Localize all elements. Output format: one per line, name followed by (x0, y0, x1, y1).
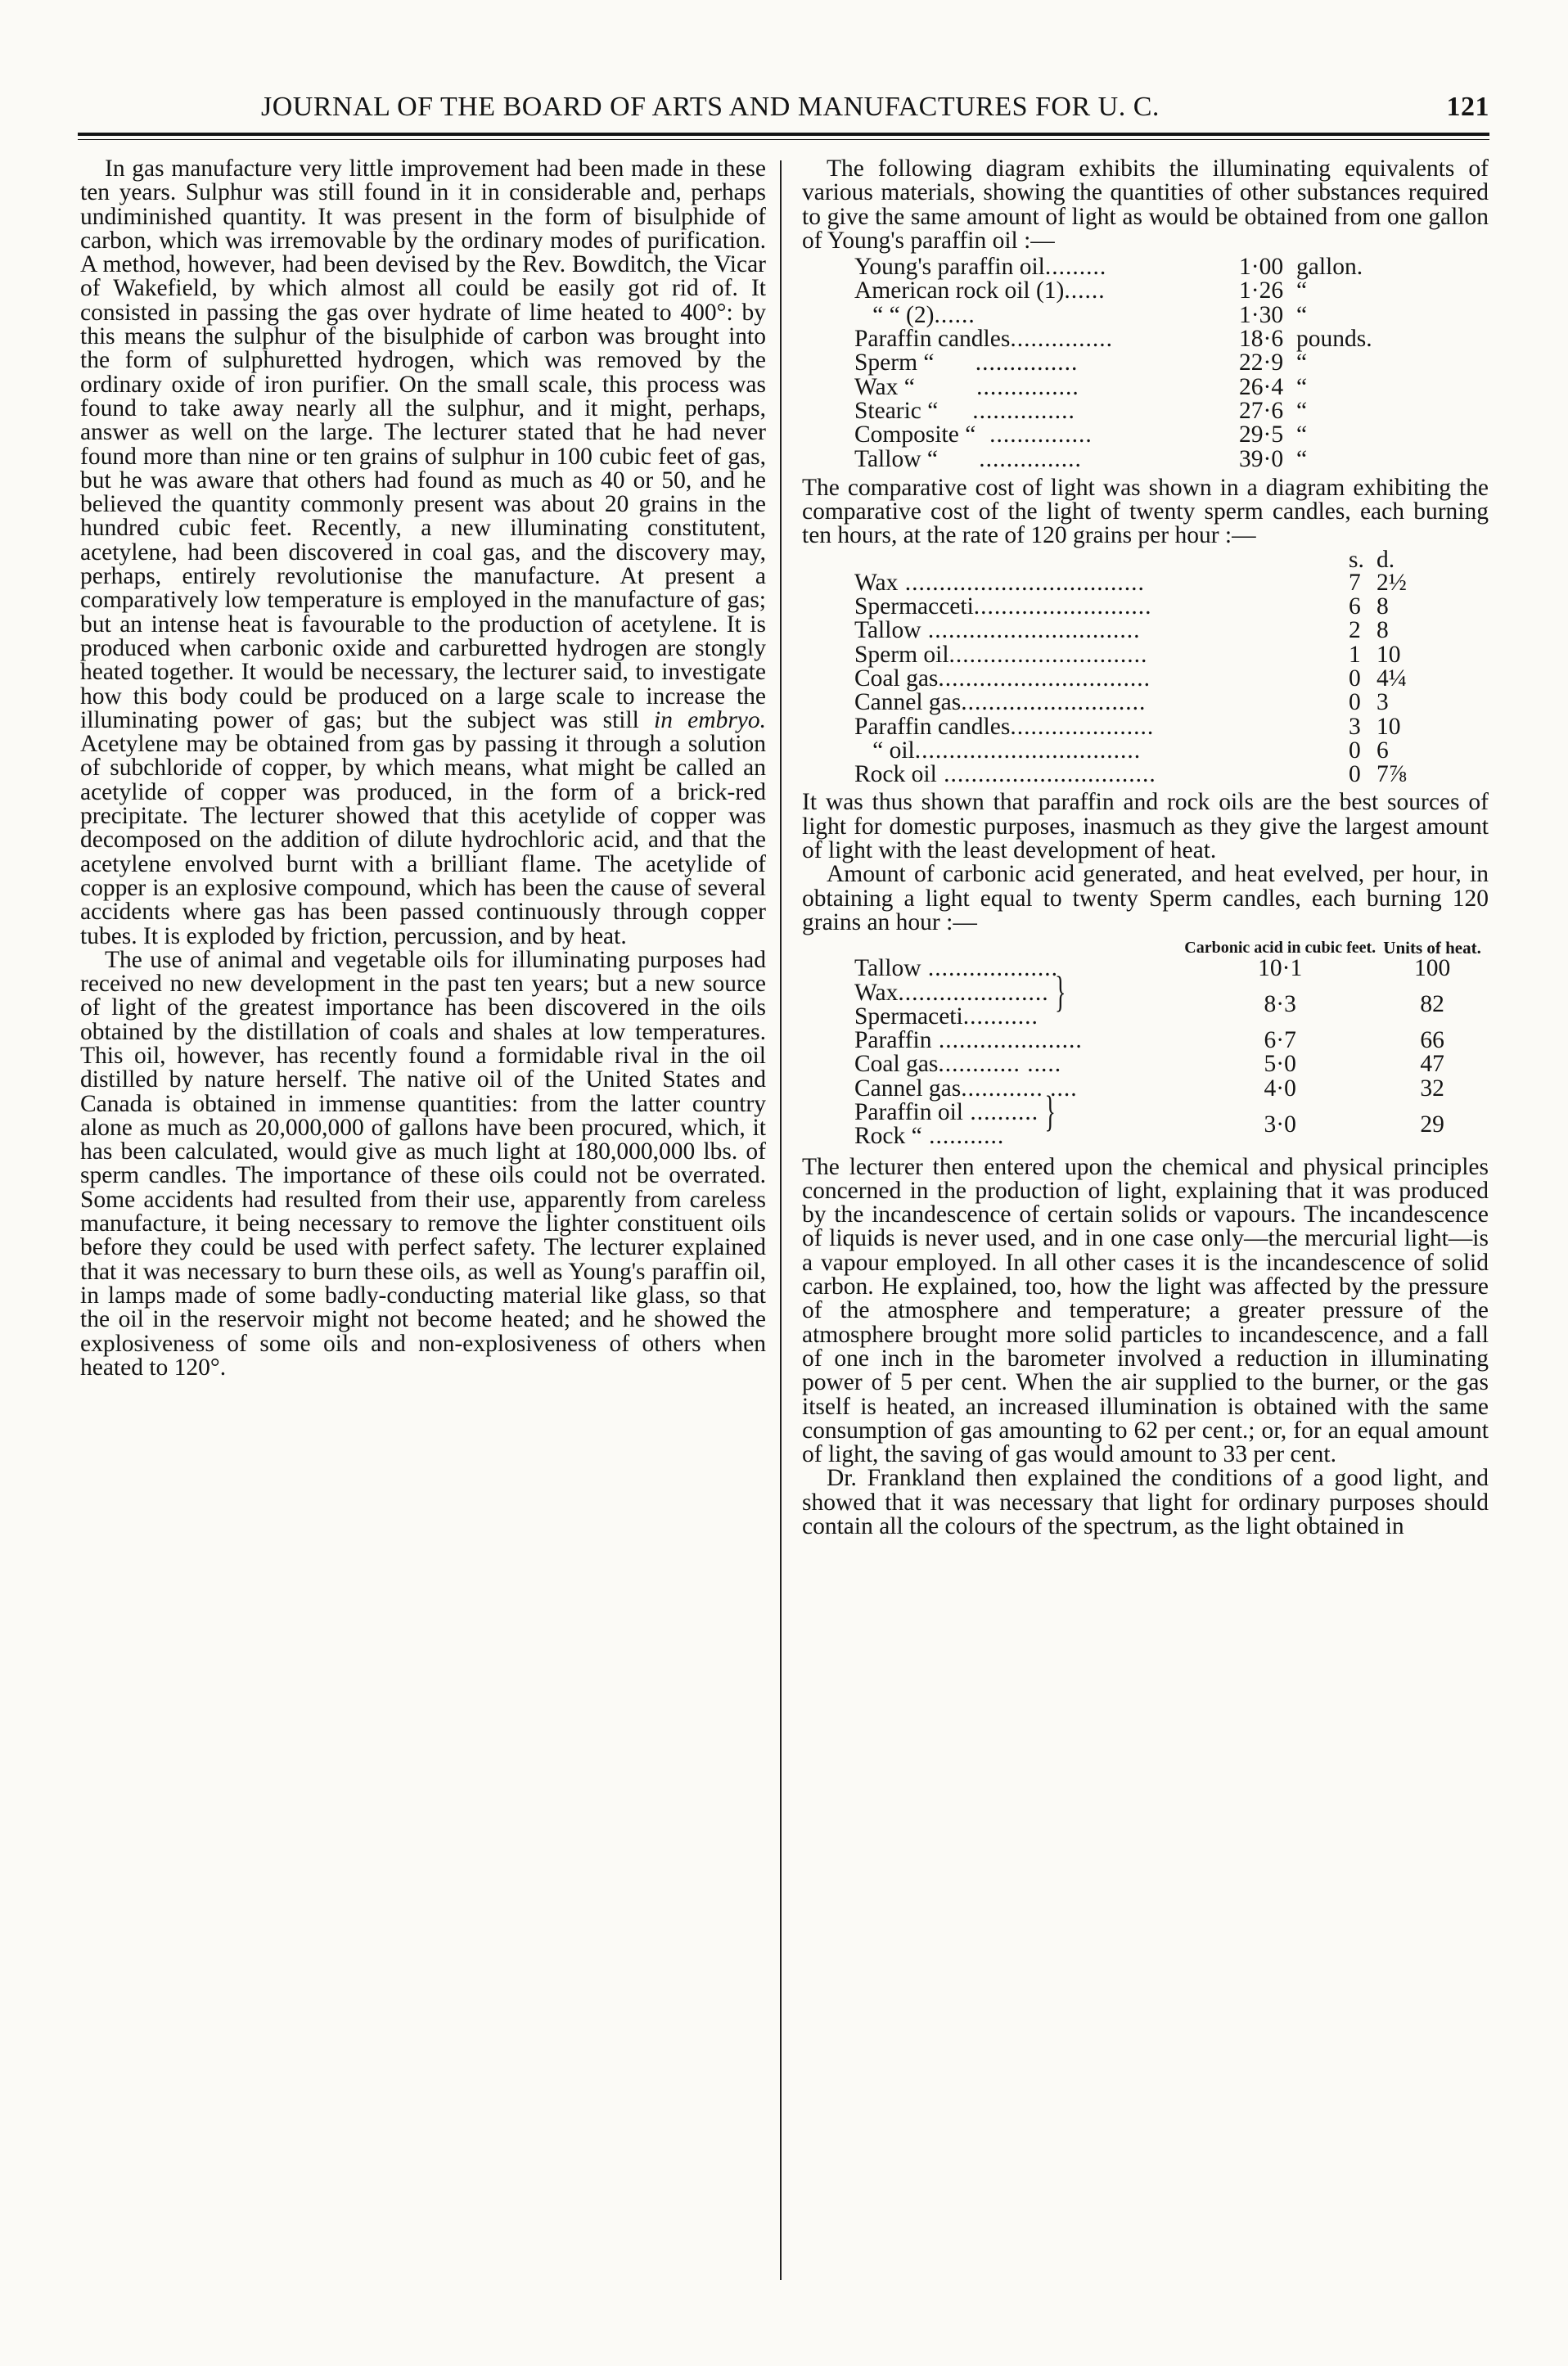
row-shillings: 0 (1349, 761, 1361, 788)
paragraph-carbonic-acid-intro: Amount of carbonic acid generated, and heat evelved, per hour, in obtaining a light equal to twenty Sperm candles, each burning 120 grains an hour :— (802, 861, 1489, 935)
row-label: “ “ (2) (872, 301, 935, 328)
row-label-2: Rock “ (854, 1123, 922, 1150)
row-value: 22·9 (1239, 349, 1284, 376)
table-row: Tallow “ ............... 39·0 “ (854, 448, 1372, 471)
row-value: 39·0 (1239, 445, 1284, 472)
row-pence: 3 (1377, 689, 1389, 716)
table-row: American rock oil (1)...... 1·26 “ (854, 279, 1372, 303)
illuminating-equivalents-table (854, 255, 1372, 471)
header-rule-thin (78, 139, 1489, 140)
table-row: Paraffin candles..................... 3 10 (854, 715, 1416, 739)
row-heat: 82 (1420, 991, 1444, 1018)
row-label: Paraffin candles (854, 326, 1011, 353)
table-header-row (854, 548, 1416, 571)
table-row: Spermacceti.......................... 6 8 (854, 595, 1416, 619)
row-pence: 2½ (1377, 569, 1407, 596)
table-row: “ “ (2)...... 1·30 “ (854, 304, 1372, 327)
row-label: American rock oil (1) (854, 277, 1065, 304)
row-label: Tallow (854, 617, 921, 644)
row-value: 29·5 (1239, 421, 1284, 448)
shillings-header: s. (1349, 546, 1364, 573)
row-co2: 8·3 (1264, 991, 1296, 1018)
row-label: Tallow (854, 955, 921, 982)
table-row: Tallow ................... 10·1 100 (854, 957, 1489, 980)
row-label: Young's paraffin oil (854, 254, 1045, 281)
row-shillings: 0 (1349, 737, 1361, 764)
table-row: Coal gas............................... 0 4¼ (854, 667, 1416, 691)
row-heat: 32 (1420, 1075, 1444, 1102)
table-row: Tallow ............................... 2 8 (854, 619, 1416, 642)
row-unit: “ (1296, 373, 1308, 400)
table-row: Sperm oil............................. 1 10 (854, 643, 1416, 667)
row-heat: 29 (1420, 1111, 1444, 1138)
table-header-row (854, 940, 1489, 957)
row-label: Coal gas (854, 1051, 939, 1078)
table-row: Wax ................................... 7 2½ (854, 571, 1416, 595)
paragraph-frankland: Dr. Frankland then explained the conditions of a good light, and showed that it was necessary that light for ordinary purposes should contain all the colours of the spectrum, as the light obtained in (802, 1465, 1489, 1540)
row-pence: 4¼ (1377, 665, 1407, 692)
page-header (78, 92, 1489, 131)
row-co2: 4·0 (1264, 1075, 1296, 1102)
table-row: Composite “ ............... 29·5 “ (854, 423, 1372, 447)
row-label: Wax (854, 979, 899, 1006)
paragraph-cost-intro: The comparative cost of light was shown in a diagram exhibiting the comparative cost of the light of twenty sperm candles, each burning ten hours, at the rate of 120 grains per hour :— (802, 474, 1489, 549)
row-shillings: 0 (1349, 665, 1361, 692)
row-unit: “ (1296, 421, 1308, 448)
row-shillings: 0 (1349, 689, 1361, 716)
row-label: Tallow “ (854, 445, 938, 472)
row-label: Composite “ (854, 421, 976, 448)
row-label: Cannel gas (854, 689, 962, 716)
paragraph-text: Acetylene may be obtained from gas by passing it through a solution of subchloride of copper, by which means, what might be called an acetylide of copper was produced, in the form of a brick-red precipitate. The lecturer showed that this acetylide of copper was decomposed on the addition of dilute hydrochloric acid, and that the acetylene envolved burnt with a brilliant flame. The acetylide of copper is an explosive compound, which has been the cause of several accidents where gas has been passed continuously through copper tubes. It is exploded by friction, percussion, and by heat. (80, 731, 766, 949)
paragraph-diagram-intro: The following diagram exhibits the illuminating equivalents of various materials, showing the quantities of other substances required to give the same amount of light as would be obtained from one gallon of Young's paraffin oil :— (802, 155, 1489, 254)
table-row: Cannel gas........................... 0 3 (854, 691, 1416, 714)
row-shillings: 6 (1349, 593, 1361, 620)
paragraph-text: In gas manufacture very little improvement had been made in these ten years. Sulphur was still found in it in considerable and, perhaps undiminished quantity. It was present in the form of bisulphide of carbon, which was irremovable by the ordinary modes of purification. A method, however, had been devised by the Rev. Bowditch, the Vicar of Wakefield, by which almost all could be easily got rid of. It consisted in passing the gas over hydrate of lime heated to 400°: by this means the sulphur of the bisulphide of carbon was brought into the form of sulphuretted hydrogen, which was removed by the ordinary oxide of iron purifier. On the small scale, this process was found to take away nearly all the sulphur, and it might, perhaps, answer as well on the large. The lecturer stated that he had never found more than nine or ten grains of sulphur in 100 cubic feet of gas, but he was aware that others had found as much as 40 or 50, and he believed the quantity commonly present was about 20 grains in the hundred cubic feet. Recently, a new illuminating constitutent, acetylene, had been discovered in coal gas, and the discovery may, perhaps, entirely revolutionise the manufacture. At present a comparatively low temperature is employed in the manufacture of gas; but an intense heat is favourable to the production of acetylene. It is produced when carbonic oxide and carburetted hydrogen are stongly heated together. It would be necessary, the lecturer said, to investigate how this body could be produced on a large scale to increase the illuminating power of gas; but the subject was still (80, 155, 766, 733)
brace-glyph: } (1044, 1088, 1056, 1137)
row-co2: 5·0 (1264, 1051, 1296, 1078)
header-rule (78, 133, 1489, 136)
row-unit: pounds. (1296, 326, 1372, 353)
pence-header: d. (1377, 546, 1395, 573)
row-pence: 7⅞ (1377, 761, 1407, 788)
row-value: 18·6 (1239, 326, 1284, 353)
row-co2: 6·7 (1264, 1027, 1296, 1054)
row-label: Sperm “ (854, 349, 935, 376)
table-row: Paraffin ..................... 6·7 66 (854, 1029, 1489, 1052)
row-label: Paraffin candles (854, 713, 1011, 740)
row-heat: 66 (1420, 1027, 1444, 1054)
paragraph-gas-manufacture (80, 157, 766, 949)
brace-glyph: } (1054, 968, 1066, 1017)
row-shillings: 7 (1349, 569, 1361, 596)
table-row: Paraffin candles............... 18·6 pounds. (854, 326, 1372, 353)
carbonic-acid-heat-table (854, 940, 1489, 1148)
column-divider (780, 160, 782, 2280)
carbonic-acid-header: Carbonic acid in cubic feet. (1184, 939, 1377, 958)
table-row: Sperm “ ............... 22·9 “ (854, 351, 1372, 375)
comparative-cost-table (854, 548, 1416, 787)
row-pence: 6 (1377, 737, 1389, 764)
table-row: “ oil................................. 0 6 (854, 739, 1416, 763)
row-pence: 8 (1377, 593, 1389, 620)
row-co2: 10·1 (1258, 955, 1303, 982)
table-row: Paraffin oil .......... } Rock “ ........... 3·0 29 (854, 1101, 1489, 1149)
paragraph-chemical-principles: The lecturer then entered upon the chemical and physical principles concerned in the production of light, explaining that it was produced by the incandescence of certain solids or vapours. The incandescence of liquids is never used, and in one case only—the mercurial light—is a vapour employed. In all other cases it is the incandescence of solid carbon. He explained, too, how the light was affected by the pressure of the atmosphere and temperature; a greater pressure of the atmosphere brought more solid particles to incandescence, and a fall of one inch in the barometer involved a reduction in illuminating power of 5 per cent. When the air supplied to the burner, or the gas itself is heated, an increased illumination is obtained with the same consumption of gas amounting to 62 per cent.; or, for an equal amount of light, the saving of gas would amount to 33 per cent. (802, 1153, 1489, 1468)
italic-phrase: in embryo. (654, 706, 767, 733)
row-label: Paraffin oil (854, 1098, 963, 1125)
left-column (80, 157, 766, 1380)
running-title: JOURNAL OF THE BOARD OF ARTS AND MANUFACTURES FOR U. C. (261, 92, 1160, 122)
row-unit: “ (1296, 301, 1308, 328)
paragraph-oils: The use of animal and vegetable oils for illuminating purposes had received no new development in the past ten years; but a new source of light of the greatest importance has been discovered in the oils obtained by the distillation of coals and shales at low temperatures. This oil, however, has recently found a formidable rival in the oil distilled by nature herself. The native oil of the United States and Canada is obtained in immense quantities: from the latter country alone as much as 20,000,000 of gallons have been procured, which, it has been calculated, would give as much light at 180,000,000 lbs. of sperm candles. The importance of these oils could not be overrated. Some accidents had resulted from their use, apparently from careless manufacture, it being necessary to remove the lighter constituent oils before they could be used with perfect safety. The lecturer explained that it was necessary to burn these oils, as well as Young's paraffin oil, in lamps made of some badly-conducting material like glass, so that the oil in the reservoir might not become heated; and he showed the explosiveness of some oils and non-explosiveness of others when heated to 120°. (80, 946, 766, 1381)
row-pence: 10 (1377, 641, 1401, 668)
row-label: Coal gas (854, 665, 939, 692)
row-heat: 47 (1420, 1051, 1444, 1078)
row-label: Sperm oil (854, 641, 949, 668)
row-unit: gallon. (1296, 254, 1363, 281)
row-value: 27·6 (1239, 397, 1284, 424)
row-heat: 100 (1413, 955, 1451, 982)
table-row: Young's paraffin oil......... 1·00 gallon. (854, 255, 1372, 279)
table-row: Wax “ ............... 26·4 “ (854, 376, 1372, 399)
row-value: 1·26 (1239, 277, 1284, 304)
table-row: Cannel gas............ .... 4·0 32 (854, 1077, 1489, 1101)
row-shillings: 3 (1349, 713, 1361, 740)
row-value: 1·00 (1239, 254, 1284, 281)
row-label: Wax (854, 569, 899, 596)
row-label: Cannel gas (854, 1075, 962, 1102)
row-label: Paraffin (854, 1027, 932, 1054)
table-row: Stearic “ ............... 27·6 “ (854, 399, 1372, 423)
row-value: 1·30 (1239, 301, 1284, 328)
row-shillings: 2 (1349, 617, 1361, 644)
units-of-heat-header: Units of heat. (1383, 938, 1481, 958)
table-row: Wax...................... } Spermaceti........... 8·3 82 (854, 981, 1489, 1030)
table-row: Coal gas............ ..... 5·0 47 (854, 1052, 1489, 1076)
table-row: Rock oil ............................... 0 7⅞ (854, 763, 1416, 786)
row-label: “ oil (872, 737, 915, 764)
row-pence: 8 (1377, 617, 1389, 644)
row-shillings: 1 (1349, 641, 1361, 668)
row-label: Spermacceti (854, 593, 974, 620)
row-value: 26·4 (1239, 373, 1284, 400)
page-number: 121 (1446, 92, 1489, 122)
row-unit: “ (1296, 277, 1308, 304)
row-co2: 3·0 (1264, 1111, 1296, 1138)
row-pence: 10 (1377, 713, 1401, 740)
row-label: Stearic “ (854, 397, 939, 424)
paragraph-best-sources: It was thus shown that paraffin and rock oils are the best sources of light for domestic purposes, inasmuch as they give the largest amount of light with the least development of heat. (802, 789, 1489, 864)
row-label: Rock oil (854, 761, 937, 788)
right-column (802, 157, 1489, 1539)
row-label-2: Spermaceti (854, 1003, 963, 1030)
row-unit: “ (1296, 445, 1308, 472)
row-unit: “ (1296, 397, 1308, 424)
row-unit: “ (1296, 349, 1308, 376)
row-label: Wax “ (854, 373, 915, 400)
